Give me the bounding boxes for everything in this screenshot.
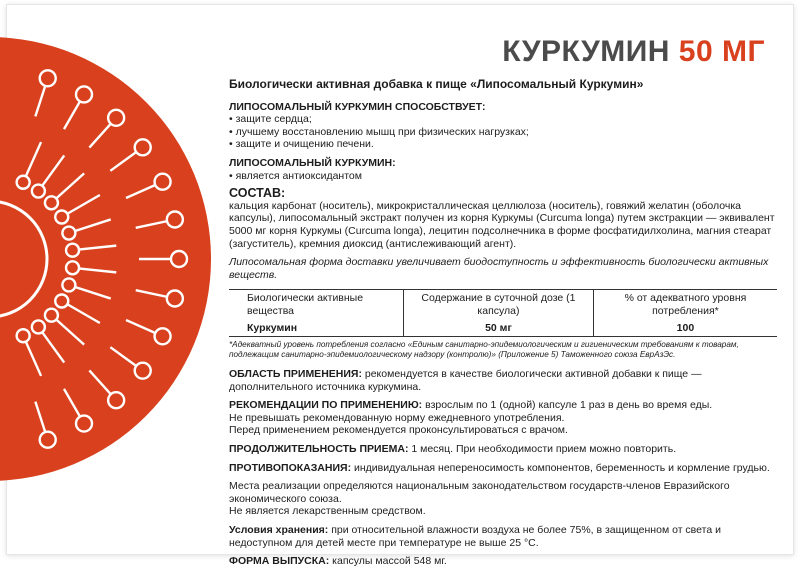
recommendations-line: Перед применением рекомендуется проконсультироваться с врачом. — [229, 424, 568, 437]
recommendations-section — [229, 399, 777, 412]
list-item: • защите сердца; — [229, 113, 777, 126]
duration-text: 1 месяц. При необходимости прием можно повторить. — [408, 443, 677, 456]
list-item: • защите и очищению печени. — [229, 138, 777, 151]
benefits-heading: ЛИПОСОМАЛЬНЫЙ КУРКУМИН СПОСОБСТВУЕТ: — [229, 100, 486, 113]
composition-text: кальция карбонат (носитель), микрокристаллическая целлюлоза (носитель), говяжий желатин (оболочка капсулы), липосомальный экстракт получен из корня Куркумы (Curcuma longa) путем экстракции — эквивалент 5000 мг корня Куркумы (Curcuma longa), лецитин подсолнечника в форме фосфатидилхолина, магния стеарат (загуститель), кремния диоксид (антислеживающий агент). — [229, 199, 775, 250]
release-form-text: капсулы массой 548 мг. — [329, 555, 447, 568]
antioxidant-heading: ЛИПОСОМАЛЬНЫЙ КУРКУМИН: — [229, 156, 396, 169]
composition-note: Липосомальная форма доставки увеличивает биодоступность и эффективность биологически активных веществ. — [229, 256, 769, 281]
active-substances-table — [229, 289, 777, 337]
application-section — [229, 368, 777, 393]
not-medicine-text: Не является лекарственным средством. — [229, 505, 426, 518]
recommendations-label: РЕКОМЕНДАЦИИ ПО ПРИМЕНЕНИЮ: — [229, 399, 423, 412]
table-row — [229, 320, 777, 337]
product-name: КУРКУМИН — [502, 35, 670, 68]
table-footnote: *Адекватный уровень потребления согласно «Единым санитарно-эпидемиологическим и гигиеническим требованиям к товарам, подлежащим санитарно-эпидемиологическому надзору (контролю)» (Приложение 5) Таможенного союза ЕврАзЭс. — [229, 340, 739, 360]
antioxidant-list — [229, 170, 777, 183]
table-header: Биологически активные вещества — [247, 292, 364, 317]
table-cell: Куркумин — [247, 321, 298, 334]
list-item: • лучшему восстановлению мышц при физических нагрузках; — [229, 126, 777, 139]
contraindications-label: ПРОТИВОПОКАЗАНИЯ: — [229, 461, 352, 474]
table-cell: 50 мг — [404, 320, 594, 337]
table-header: Содержание в суточной дозе (1 капсула) — [404, 290, 594, 320]
duration-section — [229, 443, 777, 456]
release-form-section — [229, 555, 777, 568]
list-item: • является антиоксидантом — [229, 170, 777, 183]
label-card — [6, 4, 794, 568]
table-header: % от адекватного уровня потребления* — [593, 290, 777, 320]
recommendations-text: взрослым по 1 (одной) капсуле 1 раз в день во время еды. — [422, 399, 713, 412]
storage-text: при относительной влажности воздуха не более 75%, в защищенном от света и недоступном для детей месте при температуре не выше 25 °С. — [229, 524, 721, 549]
release-form-label: ФОРМА ВЫПУСКА: — [229, 555, 330, 568]
application-label: ОБЛАСТЬ ПРИМЕНЕНИЯ: — [229, 368, 362, 381]
product-dose: 50 МГ — [678, 35, 765, 68]
subtitle: Биологически активная добавка к пище «Липосомальный Куркумин» — [229, 77, 644, 91]
application-text: рекомендуется в качестве биологически активной добавки к пище — дополнительного источника куркумина. — [229, 368, 702, 393]
table-cell: 100 — [593, 320, 777, 337]
recommendations-line: Не превышать рекомендованную норму ежедневного употребления. — [229, 411, 565, 424]
composition-heading: СОСТАВ: — [229, 186, 286, 201]
contraindications-text: индивидуальная непереносимость компонентов, беременность и кормление грудью. — [351, 461, 770, 474]
product-title — [502, 35, 765, 69]
benefits-list — [229, 113, 777, 151]
liposome-illustration — [7, 5, 222, 554]
sales-text: Места реализации определяются национальным законодательством государств-членов Евразийского экономического союза. — [229, 480, 730, 505]
duration-label: ПРОДОЛЖИТЕЛЬНОСТЬ ПРИЕМА: — [229, 443, 409, 456]
contraindications-section — [229, 462, 777, 475]
storage-section — [229, 524, 777, 549]
storage-label: Условия хранения: — [229, 524, 329, 537]
label-text — [229, 78, 777, 568]
